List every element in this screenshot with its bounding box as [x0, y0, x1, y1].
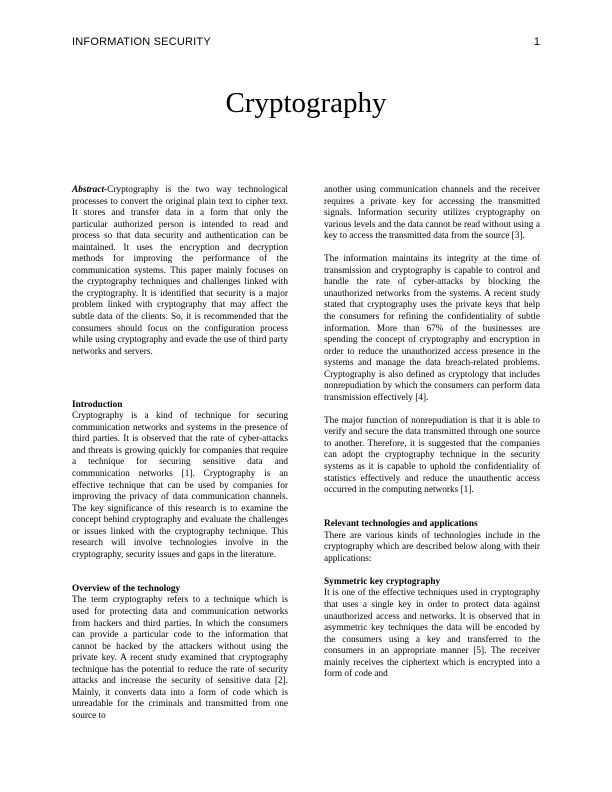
relevant-technologies-heading: Relevant technologies and applications: [324, 519, 478, 530]
symmetric-key-paragraph: It is one of the effective techniques used in cryptography that uses a single key in order to protect data against unauthorized access and networks. It is observed that in asymmetric key techniques the data will be encoded by the consumers using a key and transferred to the consumers in an appropriate manner [5]. The receiver mainly receives the ciphertext which is encrypted into a form of code and: [324, 588, 540, 680]
abstract-text: Cryptography is the two way technological processes to convert the original plain text to cipher text. It stores and transfer data in a form that only the particular authorized person is intended to read and process so that data security and authentication can be maintained. It uses the encryption and decryption methods for improving the performance of the communication systems. This paper mainly focuses on the cryptography techniques and challenges linked with the cryptography. It is identified that security is a major problem linked with cryptography that may affect the subtle data of the clients. So, it is recommended that the consumers should focus on the configuration process while using cryptography and evade the use of third party networks and servers.: [72, 185, 288, 357]
page-number: 1: [533, 36, 540, 48]
overview-paragraph: The term cryptography refers to a technique which is used for protecting data and communication networks from hackers and third parties. In which the consumers can provide a particular code to the information that cannot be hacked by the attackers without using the private key. A recent study examined that cryptography technique has the potential to reduce the rate of security attacks and increase the security of sensitive data [2]. Mainly, it converts data into a form of code which is unreadable for the criminals and transmitted from one source to: [72, 595, 288, 721]
abstract-label: Abstract-: [72, 185, 108, 195]
left-column: [72, 185, 288, 722]
running-header-title: INFORMATION SECURITY: [72, 36, 211, 48]
overview-paragraph-continued: another using communication channels and the receiver requires a private key for accessing the transmitted signals. Information security utilizes cryptography on various levels and the data cannot be read without using a key to access the transmitted data from the source [3].: [324, 185, 540, 242]
paper-title: Cryptography: [225, 87, 387, 119]
integrity-paragraph: The information maintains its integrity at the time of transmission and cryptography is capable to control and handle the rate of cyber-attacks by blocking the unauthorized networks from the systems. A recent study stated that cryptography uses the private keys that help the consumers for refining the confidentiality of subtle information. More than 67% of the businesses are spending the concept of cryptography and encryption in order to reduce the unauthorized access presence in the systems and manage the data breach-related problems. Cryptography is also defined as cryptology that includes nonrepudiation by which the consumers can perform data transmission effectively [4].: [324, 254, 540, 403]
relevant-technologies-paragraph: There are various kinds of technologies include in the cryptography which are described below along with their applications:: [324, 530, 540, 564]
right-column: [324, 185, 540, 681]
introduction-paragraph: Cryptography is a kind of technique for securing communication networks and systems in the presence of third parties. It is observed that the rate of cyber-attacks and threats is growing quickly for companies that require a technique for securing sensitive data and communication networks [1]. Cryptography is an effective technique that can be used by companies for improving the privacy of data communication channels. The key significance of this research is to examine the concept behind cryptography and evaluate the challenges or issues linked with the cryptography technique. This research will involve technologies involve in the cryptography, security issues and gaps in the literature.: [72, 411, 288, 560]
overview-heading: Overview of the technology: [72, 583, 181, 594]
symmetric-key-heading: Symmetric key cryptography: [324, 576, 441, 587]
abstract-paragraph: [72, 185, 288, 358]
introduction-heading: Introduction: [72, 399, 123, 410]
nonrepudiation-paragraph: The major function of nonrepudiation is that it is able to verify and secure the data transmitted through one source to another. Therefore, it is suggested that the companies can adopt the cryptography technique in the security systems as it is capable to uphold the confidentiality of statistics effectively and reduce the unauthentic access occurred in the computing networks [1].: [324, 415, 540, 496]
